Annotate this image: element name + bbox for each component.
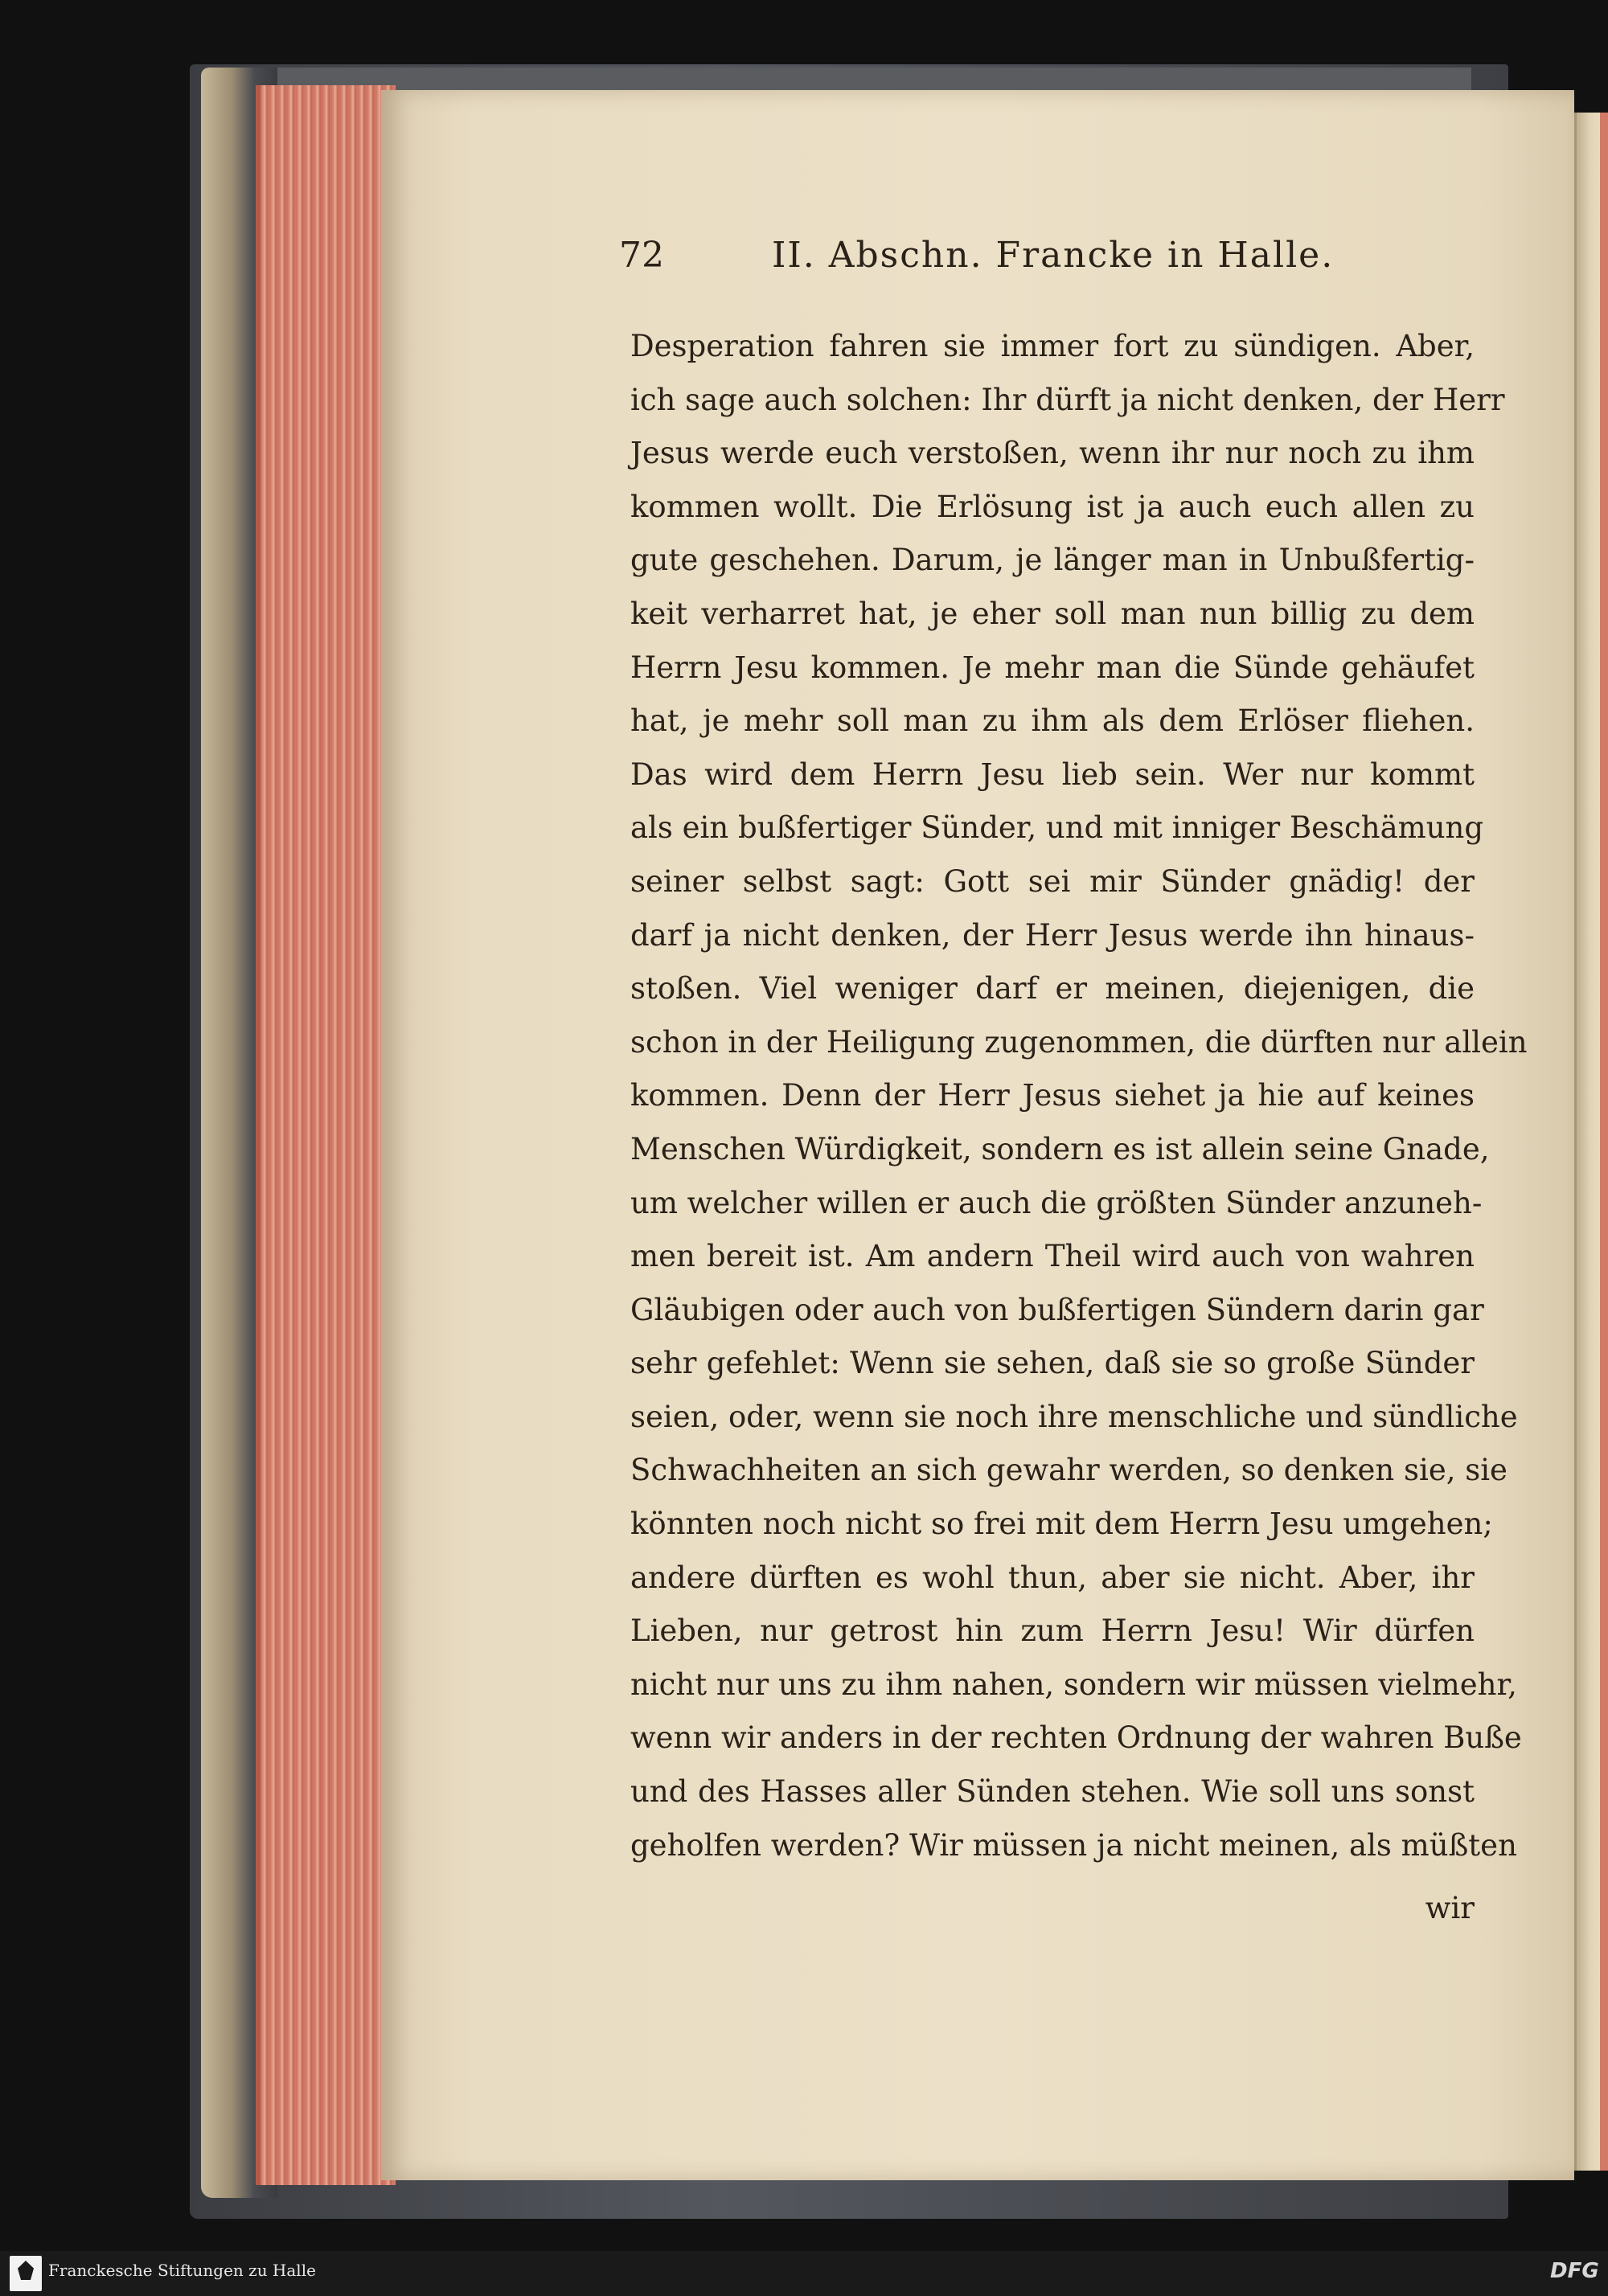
text-line: Lieben, nur getrost hin zum Herrn Jesu! Wir dürfen — [630, 1613, 1475, 1649]
footer-institution-name: Franckesche Stiftungen zu Halle — [48, 2261, 316, 2280]
page-edge-stack — [256, 85, 396, 2185]
text-line: um welcher willen er auch die größten Sünder anzuneh- — [630, 1185, 1483, 1220]
text-line: sehr gefehlet: Wenn sie sehen, daß sie so große Sünder — [630, 1346, 1475, 1381]
text-line: und des Hasses aller Sünden stehen. Wie soll uns sonst — [630, 1774, 1475, 1810]
text-line: darf ja nicht denken, der Herr Jesus werde ihn hinaus- — [630, 917, 1475, 953]
page-number: 72 — [619, 235, 664, 276]
text-line: Schwachheiten an sich gewahr werden, so denken sie, sie — [630, 1453, 1508, 1488]
text-line: als ein bußfertiger Sünder, und mit inniger Beschämung — [630, 810, 1484, 846]
text-line: ich sage auch solchen: Ihr dürft ja nicht denken, der Herr — [630, 382, 1505, 417]
catchword: wir — [1425, 1891, 1475, 1925]
text-line: Menschen Würdigkeit, sondern es ist allein seine Gnade, — [630, 1131, 1490, 1166]
text-line: Desperation fahren sie immer fort zu sündigen. Aber, — [630, 329, 1475, 363]
text-line: keit verharret hat, je eher soll man nun billig zu dem — [630, 596, 1475, 631]
text-line: schon in der Heiligung zugenommen, die dürften nur allein — [630, 1024, 1528, 1060]
text-line: Gläubigen oder auch von bußfertigen Sündern darin gar — [630, 1292, 1484, 1327]
text-line: wenn wir anders in der rechten Ordnung der wahren Buße — [630, 1720, 1522, 1756]
text-line: gute geschehen. Darum, je länger man in Unbußfertig- — [630, 543, 1475, 578]
facing-page-red-edge — [1600, 113, 1608, 2171]
body-text — [630, 320, 1528, 1872]
text-line: kommen. Denn der Herr Jesus siehet ja hie auf keines — [630, 1078, 1475, 1113]
text-line: Herrn Jesu kommen. Je mehr man die Sünde gehäufet — [630, 650, 1475, 685]
text-line: Das wird dem Herrn Jesu lieb sein. Wer nur kommt — [630, 756, 1475, 792]
text-line: kommen wollt. Die Erlösung ist ja auch euch allen zu — [630, 489, 1475, 524]
text-line: andere dürften es wohl thun, aber sie nicht. Aber, ihr — [630, 1560, 1475, 1595]
text-line: nicht nur uns zu ihm nahen, sondern wir müssen vielmehr, — [630, 1667, 1517, 1702]
text-line: hat, je mehr soll man zu ihm als dem Erlöser fliehen. — [630, 703, 1475, 739]
text-line: seien, oder, wenn sie noch ihre menschliche und sündliche — [630, 1399, 1518, 1434]
running-head — [619, 235, 1487, 291]
text-line: men bereit ist. Am andern Theil wird auch von wahren — [630, 1239, 1475, 1274]
running-title: II. Abschn. Francke in Halle. — [772, 235, 1335, 276]
text-line: stoßen. Viel weniger darf er meinen, diejenigen, die — [630, 971, 1475, 1007]
text-line: seiner selbst sagt: Gott sei mir Sünder gnädig! der — [630, 863, 1475, 899]
text-line: Jesus werde euch verstoßen, wenn ihr nur noch zu ihm — [630, 436, 1475, 471]
text-line: könnten noch nicht so frei mit dem Herrn Jesu umgehen; — [630, 1507, 1493, 1542]
dfg-logo: DFG — [1550, 2259, 1599, 2283]
text-line: geholfen werden? Wir müssen ja nicht meinen, als müßten — [630, 1827, 1517, 1863]
